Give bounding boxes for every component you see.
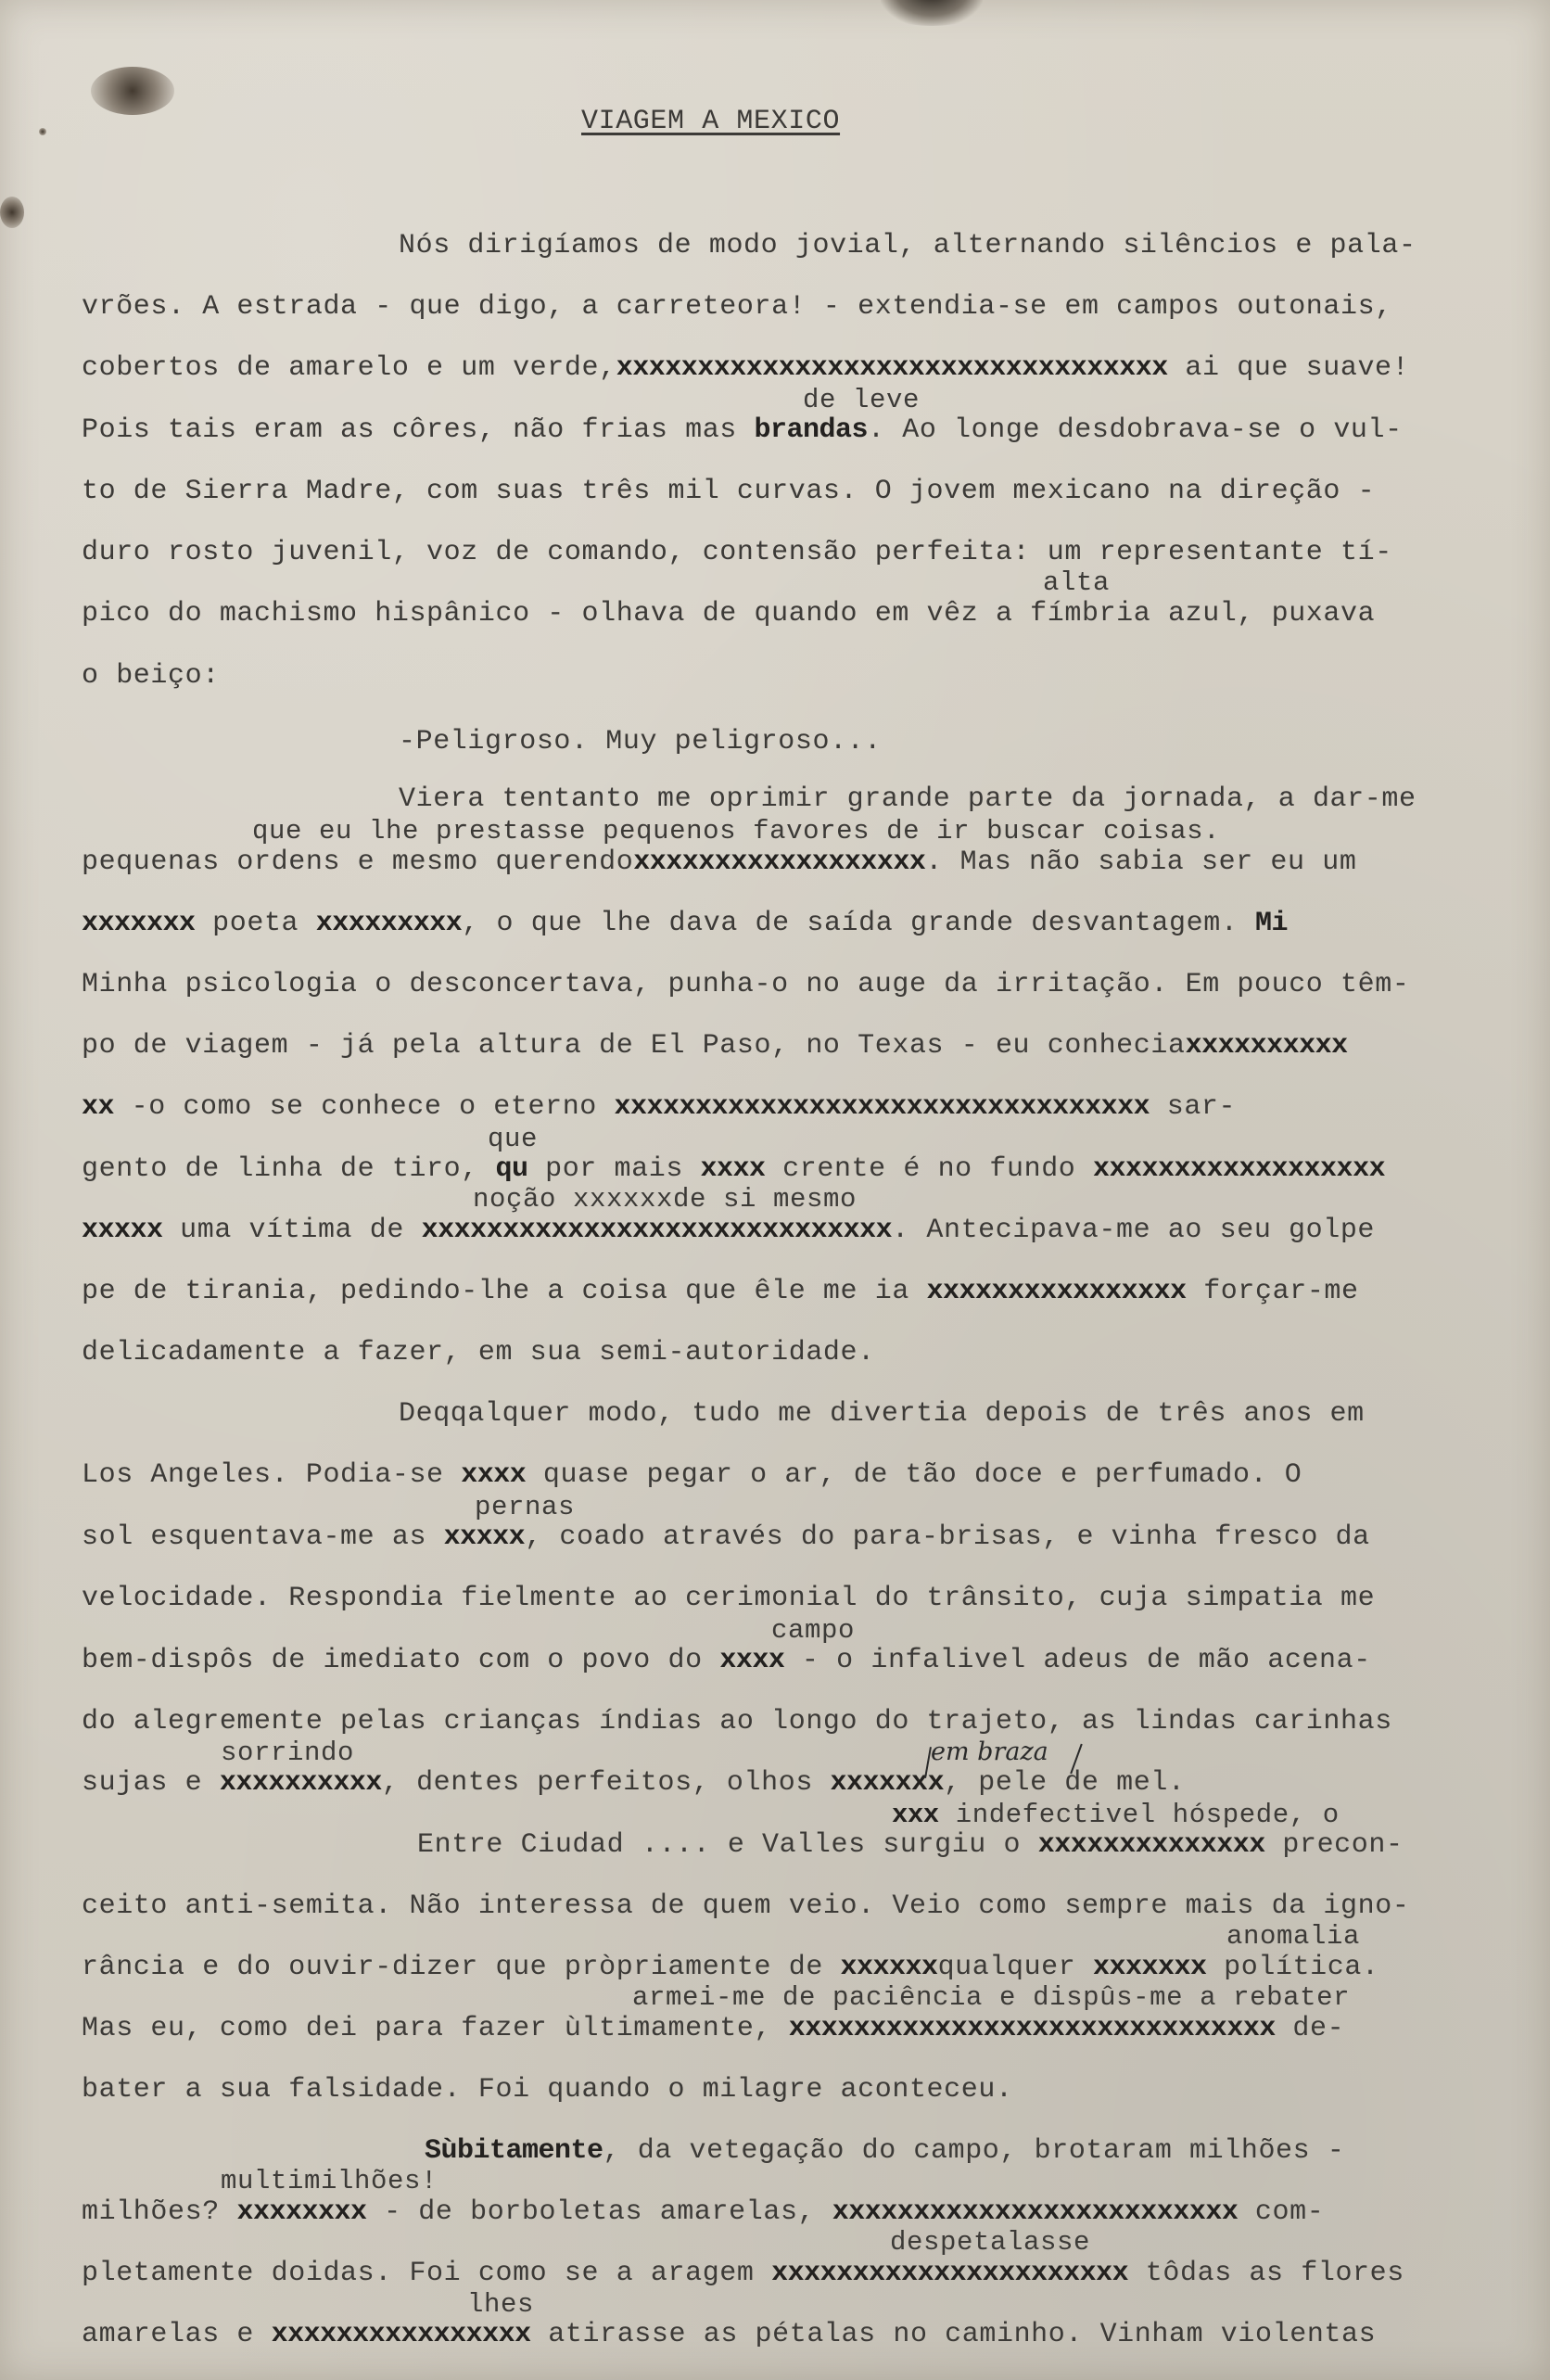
struck-text: xxxxxxx [830,1767,945,1799]
struck-text: xxxxxx [840,1952,938,1983]
struck-text: xxxx [461,1459,527,1491]
text-segment: sol esquentava-me as [82,1521,444,1553]
text-segment: Mas eu, como dei para fazer ùltimamente, [82,2013,789,2044]
inserted-text: campo [771,1615,856,1646]
text-segment: com- [1238,2196,1325,2228]
text-segment: quase pegar o ar, de tão doce e perfumado. O [526,1459,1302,1491]
text-segment: política. [1206,1952,1379,1983]
text-segment: po de viagem - já pela altura de El Paso, no Texas - eu conhecia [82,1030,1186,1062]
struck-text: xxxxxxxxxxxxxxxxxxxxxxxxxxxxxxxxxx [616,352,1168,384]
struck-text: brandas [754,414,869,446]
struck-text: xxxxxxxxxx [1185,1030,1348,1062]
text-segment: - de borboletas amarelas, [366,2196,832,2228]
inserted-text: que [488,1124,539,1154]
inserted-text: sorrindo [221,1737,355,1768]
text-segment: , pele de mel. [944,1767,1186,1799]
struck-text: xxxxxxxx [236,2196,367,2228]
text-line [82,1769,1186,1797]
struck-text: xx [82,1091,115,1123]
text-segment: de- [1275,2013,1345,2044]
inserted-text: alta [1043,567,1111,598]
text-line [82,2321,1376,2348]
text-line: do alegremente pelas crianças índias ao longo do trajeto, as lindas carinhas [82,1706,1392,1737]
text-segment: . Mas não sabia ser eu um [925,846,1357,878]
text-segment: sar- [1150,1091,1237,1123]
text-line [82,1155,1385,1183]
text-line: delicadamente a fazer, em sua semi-autoridade. [82,1337,875,1368]
struck-text: xxxxxxxxx [315,908,463,939]
text-line [417,1831,1404,1859]
paper-tear [881,0,983,26]
text-segment: crente é no fundo [765,1153,1094,1185]
text-segment: indefectivel hóspede, o [938,1800,1340,1830]
text-segment: ai que suave! [1167,352,1410,384]
text-segment: pletamente doidas. Foi como se a aragem [82,2258,772,2289]
text-segment: tôdas as flores [1128,2258,1404,2289]
text-segment: cobertos de amarelo e um verde, [82,352,616,384]
struck-text: xxxxxxxxxxxxxxxxxx [633,846,926,878]
dialogue-line: -Peligroso. Muy peligroso... [399,726,882,757]
text-segment: , o que lhe dava de saída grande desvantagem. [462,908,1256,939]
struck-text: xxxxxxxxxxxxxx [1037,1829,1265,1861]
burn-stain [91,67,174,115]
text-line [82,1032,1348,1060]
text-line: to de Sierra Madre, com suas três mil curvas. O jovem mexicano na direção - [82,476,1376,507]
text-segment: sujas e [82,1767,220,1799]
text-line: velocidade. Respondia fielmente ao cerimonial do trânsito, cuja simpatia me [82,1583,1376,1614]
inserted-text: pernas [475,1492,576,1522]
struck-text: xxx [892,1800,939,1830]
text-segment: Los Angeles. Podia-se [82,1459,462,1491]
text-segment: por mais [527,1153,701,1185]
text-segment: qualquer [937,1952,1093,1983]
text-segment: pe de tirania, pedindo-lhe a coisa que êle me ia [82,1276,927,1307]
struck-text: qu [495,1153,528,1185]
text-segment: bem-dispôs de imediato com o povo do [82,1645,720,1676]
text-line [425,2137,1344,2165]
struck-text: xxxxxxxxxxxxxxxx [271,2319,531,2350]
struck-text: xxxxxxxxxx [219,1767,382,1799]
text-segment: precon- [1264,1829,1404,1861]
struck-text: xxxxxxx [1093,1952,1207,1983]
text-segment: . Ao longe desdobrava-se o vul- [868,414,1403,446]
text-line: duro rosto juvenil, voz de comando, contensão perfeita: um representante tí- [82,537,1392,568]
struck-text: xxxxxxxxxxxxxxxxxxxxxx [771,2258,1129,2289]
text-line [82,1216,1375,1244]
text-line [82,1461,1302,1489]
text-segment: . Antecipava-me ao seu golpe [892,1215,1376,1246]
text-segment: uma vítima de [162,1215,422,1246]
text-line [82,2198,1324,2226]
text-line [82,416,1403,444]
text-line: bater a sua falsidade. Foi quando o milagre aconteceu. [82,2074,1013,2106]
text-segment: pequenas ordens e mesmo querendo [82,846,634,878]
handwritten-insertion: em braza [931,1737,1048,1766]
inserted-text: de leve [803,385,921,415]
text-line: Viera tentanto me oprimir grande parte da jornada, a dar-me [399,783,1417,815]
struck-text: xxxxxxxxxxxxxxxxxx [1093,1153,1386,1185]
struck-text: xxxx [700,1153,766,1185]
inserted-text: anomalia [1226,1921,1361,1952]
struck-text: xxxxxxxxxxxxxxxxxxxxxxxxxxxxxxxxx [614,1091,1150,1123]
inserted-text: multimilhões! [221,2166,438,2196]
burn-stain [39,128,46,135]
struck-text: Mi [1255,908,1289,939]
text-segment: , dentes perfeitos, olhos [381,1767,831,1799]
text-segment: Pois tais eram as côres, não frias mas [82,414,755,446]
text-line [82,1278,1359,1305]
text-line [82,910,1288,937]
struck-text: xxxxxxxxxxxxxxxxxxxxxxxxxxxxx [421,1215,893,1246]
text-line: Minha psicologia o desconcertava, punha-o no auge da irritação. Em pouco têm- [82,969,1410,1000]
text-line [82,354,1409,382]
text-line: pico do machismo hispânico - olhava de quando em vêz a fímbria azul, puxava [82,598,1376,630]
text-line: o beiço: [82,660,220,692]
struck-text: xxxxxxxxxxxxxxxxxxxxxxxxxxxxxx [788,2013,1276,2044]
text-segment: forçar-me [1186,1276,1359,1307]
text-line: Deqqalquer modo, tudo me divertia depois de três anos em [399,1398,1365,1430]
struck-text: xxxxx [82,1215,163,1246]
text-line: ceito anti-semita. Não interessa de quem veio. Veio como sempre mais da igno- [82,1890,1410,1922]
text-line [82,1954,1379,1981]
struck-text: xxxxx [443,1521,526,1553]
inserted-text: noção xxxxxxde si mesmo [473,1184,858,1215]
text-line [82,1093,1236,1121]
text-line [82,2015,1344,2043]
struck-text: xxxxxxxxxxxxxxxxxxxxxxxxx [832,2196,1239,2228]
text-segment: -o como se conhece o eterno [114,1091,615,1123]
text-segment: , coado através do para-brisas, e vinha fresco da [525,1521,1370,1553]
text-segment: amarelas e [82,2319,272,2350]
text-segment: , da vetegação do campo, brotaram milhões - [603,2135,1345,2167]
inserted-text [892,1801,1340,1828]
page-title: VIAGEM A MEXICO [581,106,841,137]
text-segment: atirasse as pétalas no caminho. Vinham violentas [530,2319,1377,2350]
text-segment: Entre Ciudad .... e Valles surgiu o [417,1829,1038,1861]
text-segment: gento de linha de tiro, [82,1153,496,1185]
struck-text: xxxx [719,1645,785,1676]
text-segment: rância e do ouvir-dizer que pròpriamente de [82,1952,841,1983]
inserted-text: lhes [467,2289,535,2320]
inserted-text: que eu lhe prestasse pequenos favores de ir buscar coisas. [252,816,1221,846]
text-line [82,848,1356,876]
text-segment: poeta [195,908,316,939]
inserted-text: armei-me de paciência e dispûs-me a rebater [632,1982,1351,2013]
text-line [82,1647,1371,1674]
text-line [82,2259,1404,2287]
struck-text: Sùbitamente [425,2135,603,2167]
text-line: Nós dirigíamos de modo jovial, alternando silêncios e pala- [399,230,1417,261]
struck-text: xxxxxxx [82,908,196,939]
struck-text: xxxxxxxxxxxxxxxx [926,1276,1187,1307]
burn-stain [0,197,24,228]
text-segment: - o infalivel adeus de mão acena- [784,1645,1371,1676]
text-segment: milhões? [82,2196,237,2228]
text-line [82,1523,1370,1551]
inserted-text: despetalasse [890,2227,1091,2258]
text-line: vrões. A estrada - que digo, a carreteora! - extendia-se em campos outonais, [82,291,1392,323]
